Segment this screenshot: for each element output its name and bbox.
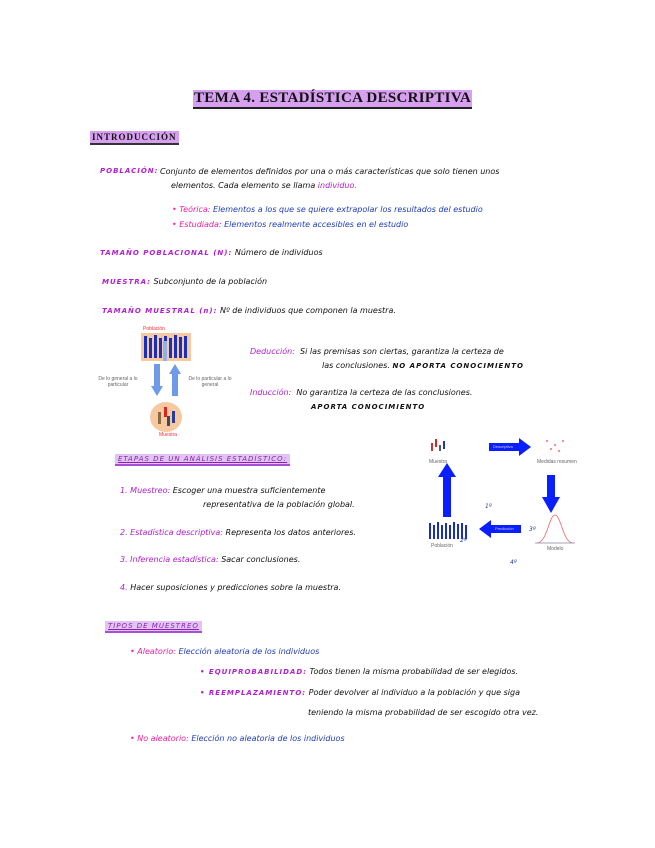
- text: elementos. Cada elemento se llama: [171, 181, 316, 190]
- text: Subconjunto de la población: [153, 277, 268, 286]
- text: las conclusiones.: [322, 361, 390, 370]
- equiprobabilidad-item: [200, 667, 518, 676]
- general-particular-text: De lo general a lo particular: [98, 376, 138, 388]
- particular-general-text: De lo particular a lo general: [188, 376, 232, 388]
- no-aleatorio-item: [130, 734, 345, 743]
- deduccion-text: Si las premisas son ciertas, garantiza la certeza de: [300, 347, 504, 356]
- poblacion-text-2: [171, 181, 357, 190]
- step-3-marker: 3º: [529, 526, 536, 533]
- sample-image: [150, 402, 182, 432]
- step-4-marker: 4º: [510, 559, 517, 566]
- label: TAMAÑO MUESTRAL (n):: [102, 307, 218, 315]
- tamano-poblacional: [100, 248, 323, 257]
- text: Elección aleatoria de los individuos: [178, 647, 320, 656]
- etapa-4: [120, 583, 341, 592]
- etapa-2: [120, 528, 356, 537]
- etapa-1: [120, 486, 325, 495]
- modelo-label: Modelo: [547, 546, 564, 552]
- induccion-line-1: [250, 388, 472, 397]
- aleatorio-item: [130, 647, 319, 656]
- prediccion-arrow-label: Predicción: [495, 526, 514, 531]
- aporta-text: APORTA CONOCIMIENTO: [311, 403, 426, 411]
- deduccion-arrow-icon: [151, 364, 163, 398]
- etapa-1-line-2: representativa de la población global.: [203, 500, 355, 509]
- muestra-label: Muestra: [429, 459, 448, 465]
- teorica-label: • Teórica:: [172, 205, 211, 214]
- text: Escoger una muestra suficientemente: [172, 486, 326, 495]
- teorica-item: [172, 205, 483, 214]
- statistical-cycle-diagram: [425, 435, 575, 570]
- muestra-def: [102, 277, 267, 286]
- individuo-term: individuo.: [317, 181, 357, 190]
- section-heading-introduccion: INTRODUCCIÓN: [90, 131, 179, 145]
- deduccion-line-1: [250, 347, 504, 356]
- poblacion-text: Conjunto de elementos definidos por una o más características que solo tienen unos: [160, 167, 500, 176]
- text: Poder devolver al individuo a la población y que siga: [308, 688, 520, 697]
- deduction-induction-figure: [98, 326, 232, 438]
- step-2-marker: 2º: [460, 537, 467, 544]
- deduccion-line-2: [322, 361, 524, 370]
- descriptiva-arrow-label: Descriptiva: [493, 444, 513, 449]
- label: 4.: [120, 583, 128, 592]
- induccion-label: Inducción:: [250, 388, 292, 397]
- section-heading-tipos: TIPOS DE MUESTREO: [105, 621, 202, 633]
- page-title: TEMA 4. ESTADÍSTICA DESCRIPTIVA: [193, 90, 472, 109]
- label: 1. Muestreo:: [120, 486, 171, 495]
- estudiada-text: Elementos realmente accesibles en el estudio: [224, 220, 409, 229]
- no-aporta-text: NO APORTA CONOCIMIENTO: [392, 362, 524, 370]
- text: Sacar conclusiones.: [221, 555, 301, 564]
- section-heading-etapas: ETAPAS DE UN ANÁLISIS ESTADÍSTICO:: [115, 454, 290, 466]
- population-image: [141, 333, 191, 361]
- etapa-3: [120, 555, 300, 564]
- label: MUESTRA:: [102, 278, 151, 286]
- poblacion-label: Población: [431, 543, 453, 549]
- figure-label-muestra: Muestra: [159, 432, 178, 438]
- label: • REEMPLAZAMIENTO:: [200, 689, 307, 697]
- tamano-muestral: [102, 306, 396, 315]
- reemplazamiento-line-2: teniendo la misma probabilidad de ser escogido otra vez.: [308, 708, 539, 717]
- deduccion-label: Deducción:: [250, 347, 295, 356]
- text: Hacer suposiciones y predicciones sobre la muestra.: [130, 583, 341, 592]
- label: • No aleatorio:: [130, 734, 189, 743]
- text: Representa los datos anteriores.: [225, 528, 356, 537]
- step-1-marker: 1º: [485, 503, 492, 510]
- estudiada-label: • Estudiada:: [172, 220, 222, 229]
- teorica-text: Elementos a los que se quiere extrapolar los resultados del estudio: [213, 205, 483, 214]
- poblacion-label: POBLACIÓN:: [100, 167, 159, 175]
- label: TAMAÑO POBLACIONAL (N):: [100, 249, 233, 257]
- label: 3. Inferencia estadística:: [120, 555, 219, 564]
- figure-label-poblacion: Población: [143, 326, 165, 332]
- text: Todos tienen la misma probabilidad de ser elegidos.: [309, 667, 519, 676]
- induccion-arrow-icon: [169, 364, 181, 398]
- medidas-resumen-label: Medidas resumen: [537, 459, 577, 465]
- text: Elección no aleatoria de los individuos: [191, 734, 345, 743]
- induccion-text: No garantiza la certeza de las conclusiones.: [296, 388, 473, 397]
- label: 2. Estadística descriptiva:: [120, 528, 223, 537]
- label: • Aleatorio:: [130, 647, 176, 656]
- text: Número de individuos: [234, 248, 323, 257]
- reemplazamiento-item: [200, 688, 520, 697]
- estudiada-item: [172, 220, 408, 229]
- text: Nº de individuos que componen la muestra.: [219, 306, 396, 315]
- label: • EQUIPROBABILIDAD:: [200, 668, 307, 676]
